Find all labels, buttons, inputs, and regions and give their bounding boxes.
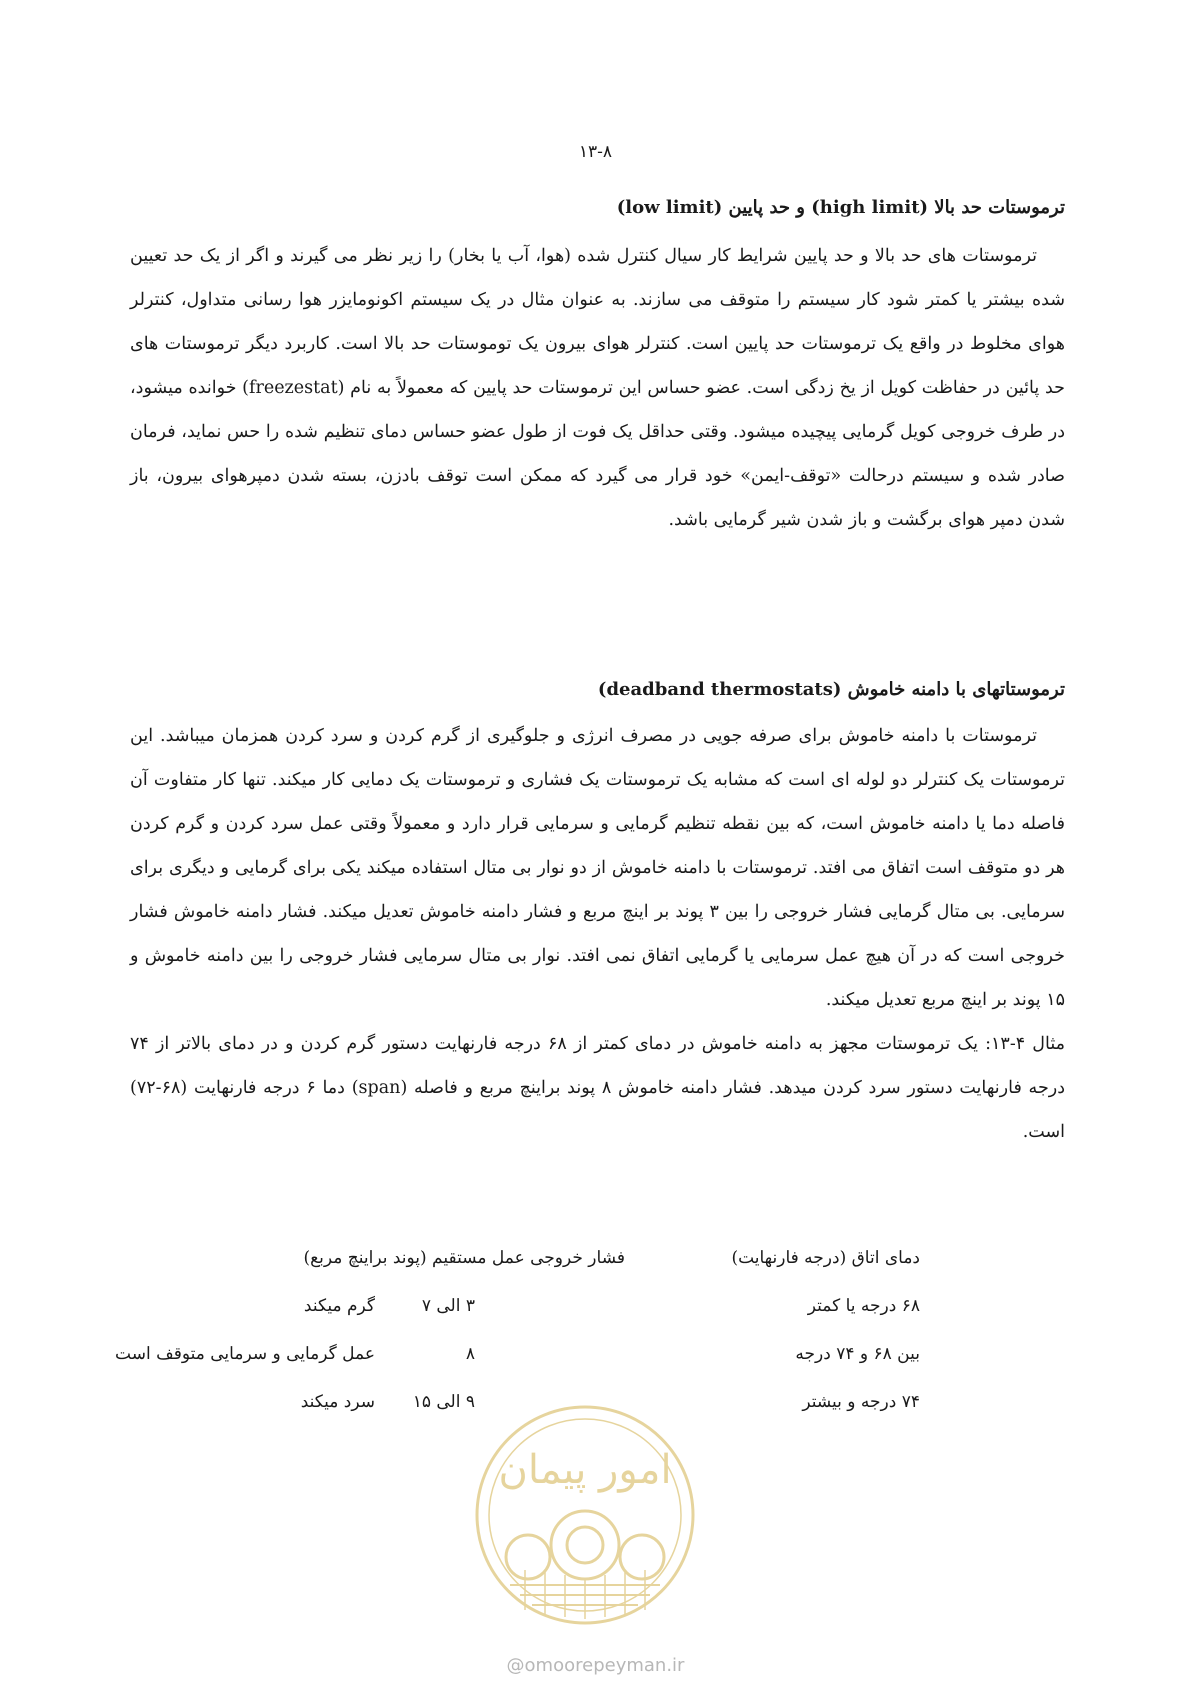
cell-pressure: ۳ الی ۷ <box>421 1296 475 1316</box>
table-row <box>130 1296 1065 1344</box>
cell-action: سرد میکند <box>300 1392 375 1412</box>
cell-pressure: ۸ <box>465 1344 475 1364</box>
watermark-logo-icon <box>470 1395 700 1635</box>
section-paragraph: ترموستات با دامنه خاموش برای صرفه جویی در مصرف انرژی و جلوگیری از گرم کردن و سرد کردن همزمان میباشد. این ترموستات یک کنترلر دو لوله ای است که مشابه یک ترموستات یک فشاری و ترموستات یک دمایی کار میکند. تنها کار متفاوت آن فاصله دما یا دامنه خاموش است، که بین نقطه تنظیم گرمایی و سرمایی قرار دارد و معمولاً وقتی عمل سرد کردن و گرم کردن هر دو متوقف است اتفاق می افتد. ترموستات با دامنه خاموش از دو نوار بی متال استفاده میکند یکی برای گرمایی و دیگری برای سرمایی. بی متال گرمایی فشار خروجی را بین ۳ پوند بر اینچ مربع و فشار دامنه خاموش تعدیل میکند. فشار دامنه خاموش فشار خروجی است که در آن هیچ عمل سرمایی یا گرمایی اتفاق نمی افتد. نوار بی متال سرمایی فشار خروجی را بین دامنه خاموش و ۱۵ پوند بر اینچ مربع تعدیل میکند. <box>130 726 1065 1010</box>
section-deadband <box>130 672 1065 1154</box>
watermark-logo-text: امور پیمان <box>498 1447 672 1493</box>
cell-pressure: ۹ الی ۱۵ <box>412 1392 475 1412</box>
page-number: ۱۳-۸ <box>578 142 613 162</box>
cell-room: ۷۴ درجه و بیشتر <box>802 1392 920 1412</box>
header-room-temp: دمای اتاق (درجه فارنهایت) <box>731 1248 920 1268</box>
cell-room: بین ۶۸ و ۷۴ درجه <box>795 1344 920 1364</box>
cell-action: گرم میکند <box>303 1296 375 1316</box>
example-paragraph: مثال ۴-۱۳: یک ترموستات مجهز به دامنه خاموش در دمای کمتر از ۶۸ درجه فارنهایت دستور گرم کردن و در دمای بالاتر از ۷۴ درجه فارنهایت دستور سرد کردن میدهد. فشار دامنه خاموش ۸ پوند براینچ مربع و فاصله (span) دما ۶ درجه فارنهایت (۶۸-۷۲) است. <box>130 1034 1066 1142</box>
section-paragraph: ترموستات های حد بالا و حد پایین شرایط کار سیال کنترل شده (هوا، آب یا بخار) را زیر نظر می گیرند و اگر از یک حد تعیین شده بیشتر یا کمتر شود کار سیستم را متوقف می سازند. به عنوان مثال در یک سیستم اکونومایزر هوا رسانی متداول، کنترلر هوای مخلوط در واقع یک ترموستات حد پایین است. کنترلر هوای بیرون یک توموستات حد بالا است. کاربرد دیگر ترموستات های حد پائین در حفاظت کویل از یخ زدگی است. عضو حساس این ترموستات حد پایین که معمولاً به نام (freezestat) خوانده میشود، در طرف خروجی کویل گرمایی پیچیده میشود. وقتی حداقل یک فوت از طول عضو حساس دمای تنظیم شده را حس نماید، فرمان صادر شده و سیستم درحالت «توقف-ایمن» خود قرار می گیرد که ممکن است توقف بادزن، بسته شدن دمپرهوای بیرون، باز شدن دمپر هوای برگشت و باز شدن شیر گرمایی باشد. <box>130 246 1065 530</box>
cell-action: عمل گرمایی و سرمایی متوقف است <box>115 1344 375 1364</box>
section-heading: ترموستات حد بالا (high limit) و حد پایین (low limit) <box>616 197 1065 218</box>
watermark-site: @omoorepeyman.ir <box>506 1655 685 1676</box>
cell-room: ۶۸ درجه یا کمتر <box>807 1296 920 1316</box>
header-output-pressure: فشار خروجی عمل مستقیم (پوند براینچ مربع) <box>303 1248 625 1268</box>
table-header-row <box>130 1248 1065 1296</box>
section-high-low-limit <box>130 190 1065 542</box>
section-heading: ترموستاتهای با دامنه خاموش (deadband thermostats) <box>597 679 1065 700</box>
table-row <box>115 1344 1065 1392</box>
